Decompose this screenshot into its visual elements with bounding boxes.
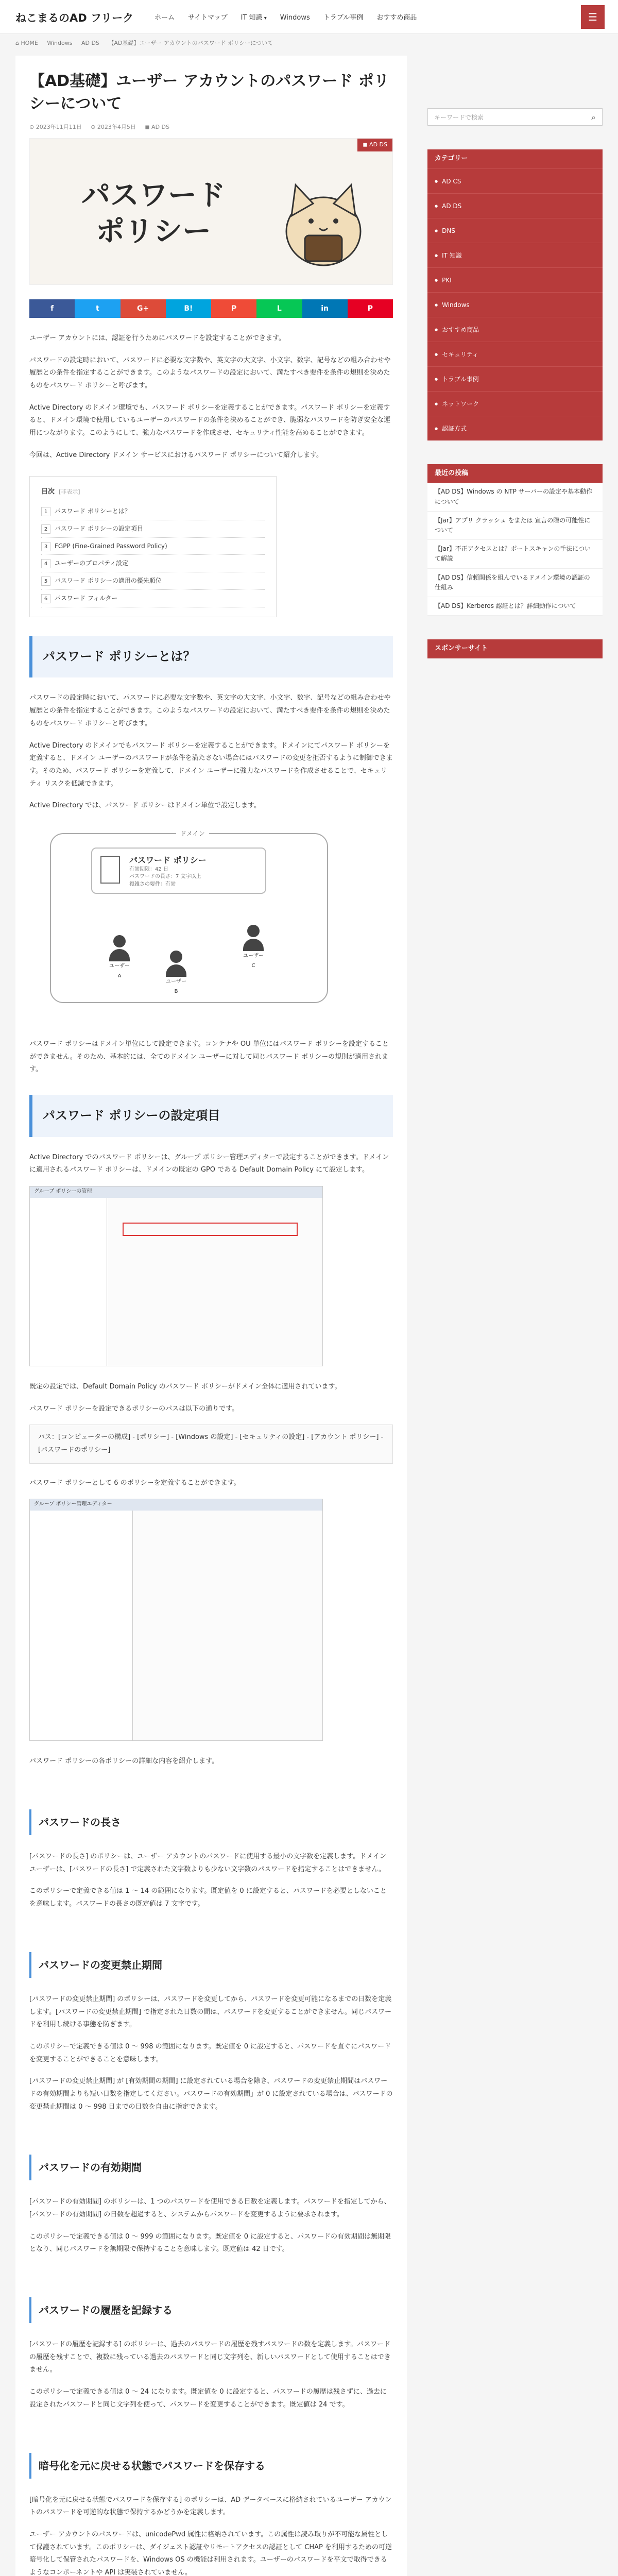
share-line-button[interactable]: L [256, 299, 302, 318]
category-item[interactable]: ● Windows [427, 292, 603, 317]
sponsor-title: スポンサーサイト [427, 639, 603, 658]
recent-post-link[interactable]: 【Jar】不正アクセスとは？ポートスキャンの手法について解説 [427, 540, 603, 568]
toc-item-label[interactable]: パスワード ポリシーの適用の優先順位 [55, 577, 162, 585]
toc-title-text: 目次 [41, 488, 55, 496]
category-item[interactable]: ● AD CS [427, 168, 603, 193]
paragraph: 今回は、Active Directory ドメイン サービスにおけるパスワード ポリシーについて紹介します。 [29, 451, 323, 459]
paragraph: ユーザー アカウントには、認証を行うためにパスワードを設定することができます。 [29, 334, 285, 342]
site-header [0, 0, 618, 34]
share-buttons [29, 299, 393, 318]
category-item[interactable]: ● 認証方式 [427, 416, 603, 440]
sidebar [427, 108, 603, 658]
paragraph: パスワードの設定時において、パスワードに必要な文字数や、英文字の大文字、小文字、数字、記号などの組み合わせや履歴との条件を指定することができます。このようなパスワードの設定において、満たすべき要件を条件の規則を決めたものをパスワード ポリシーと呼びます。 [29, 356, 391, 389]
share-twitter-button[interactable]: t [75, 299, 120, 318]
paragraph: パスワードの設定時において、パスワードに必要な文字数や、英文字の大文字、小文字、数字、記号などの組み合わせや履歴との条件を指定することができます。このようなパスワードの設定において、満たすべき要件を条件の規則を決めたものをパスワード ポリシーと呼びます。 [29, 694, 391, 727]
subsection-heading: パスワードの長さ [29, 1809, 393, 1835]
domain-label: ドメイン [176, 828, 209, 840]
subsection-heading: パスワードの履歴を記録する [29, 2297, 393, 2323]
paragraph: このポリシーで定義できる値は 0 ～ 24 になります。既定値を 0 に設定すると、パスワードの履歴は残さずに、過去に設定されたパスワードと同じ文字列を使って、パスワードを変更することができます。既定値は 24 です。 [29, 2388, 387, 2409]
paragraph: Active Directory でのパスワード ポリシーは、グループ ポリシー管理エディターで設定することができます。ドメインに適用されるパスワード ポリシーは、ドメインの既定の GPO である Default Domain Policy にて設定します。 [29, 1153, 389, 1174]
section-heading: パスワード ポリシーとは？ [29, 636, 393, 678]
category-tag[interactable]: ◼ AD DS [357, 139, 392, 151]
section-heading: パスワード ポリシーの設定項目 [29, 1095, 393, 1137]
user-icon [107, 935, 132, 981]
nav-recommend[interactable]: おすすめ商品 [376, 14, 417, 22]
article [15, 56, 407, 2576]
paragraph: Active Directory のドメイン環境でも、パスワード ポリシーを定義することができます。パスワード ポリシーを定義すると、ドメイン環境で使用しているユーザーのパスワードの条件を決めることができ、脆弱なパスワードを防ぎ安全な運用につながります。このようにして、強力なパスワードを作成させ、セキュリティ性能を高めることができます。 [29, 403, 391, 437]
paragraph: このポリシーで定義できる値は 1 ～ 14 の範囲になります。既定値を 0 に設定すると、パスワードを必要としないことを意味します。パスワードの長さの既定値は 7 文字です。 [29, 1887, 387, 1908]
tree-pane [30, 1198, 107, 1366]
toc-item[interactable]: 5 パスワード ポリシーの適用の優先順位 [41, 572, 265, 590]
toc-item-label[interactable]: パスワード ポリシーの設定項目 [55, 524, 143, 532]
share-facebook-button[interactable]: f [29, 299, 75, 318]
nav-it[interactable]: IT 知識 ▾ [241, 12, 267, 25]
article-body [29, 332, 393, 2576]
tree-pane [30, 1511, 133, 1740]
global-nav [154, 12, 417, 25]
paragraph: このポリシーで定義できる値は 0 ～ 999 の範囲になります。既定値を 0 に設定すると、パスワードの有効期間は無期限となり、同じパスワードを無期限で保持することを意味します。既定値は 42 日です。 [29, 2232, 391, 2253]
policy-line: 有効期限：42 日 [129, 866, 168, 872]
toc-item[interactable]: 6 パスワード フィルター [41, 590, 265, 607]
post-meta [29, 122, 393, 133]
updated-date: ⊙ 2023年4月5日 [91, 124, 136, 130]
paragraph: パスワード ポリシーとして 6 のポリシーを定義することができます。 [29, 1479, 241, 1487]
user-icon [241, 925, 266, 971]
hamburger-menu-icon[interactable]: ☰ [581, 5, 605, 29]
toc-item-label[interactable]: パスワード フィルター [55, 595, 118, 602]
eyecatch-image [29, 138, 393, 285]
paragraph: Active Directory では、パスワード ポリシーはドメイン単位で設定します。 [29, 802, 261, 810]
window-titlebar: グループ ポリシー管理エディター [30, 1499, 322, 1511]
paragraph: [パスワードの長さ] のポリシーは、ユーザー アカウントのパスワードに使用する最小の文字数を定義します。ドメイン ユーザーは、[パスワードの長さ] で定義された文字数よりも少ない文字数のパスワードを指定することはできません。 [29, 1853, 386, 1873]
subsection-heading: 暗号化を元に戻せる状態でパスワードを保存する [29, 2453, 393, 2479]
eyecatch-text [81, 178, 226, 250]
nav-windows[interactable]: Windows [280, 14, 310, 22]
paragraph: [暗号化を元に戻せる状態でパスワードを保存する] のポリシーは、AD データベースに格納されているユーザー アカウントのパスワードを可逆的な状態で保持するかどうかを定義します。 [29, 2496, 392, 2517]
categories-widget-title: カテゴリー [427, 149, 603, 168]
highlight-box [123, 1223, 298, 1236]
policy-title: パスワード ポリシー [129, 855, 207, 865]
subsection-heading: パスワードの有効期間 [29, 2155, 393, 2180]
paragraph: [パスワードの変更禁止期間] のポリシーは、パスワードを変更してから、パスワードを変更可能になるまでの日数を定義します。[パスワードの変更禁止期間] で指定された日数の間は、パスワードを変更することができません。同じパスワードを利用し続ける事態を防ぎます。 [29, 1995, 392, 2029]
paragraph: パスワード ポリシーはドメイン単位にして設定できます。コンテナや OU 単位にはパスワード ポリシーを設定することができません。そのため、基本的には、全てのドメイン ユーザーに対して同じパスワード ポリシーの規則が適用されます。 [29, 1040, 389, 1074]
user-icon [163, 951, 189, 996]
share-google-button[interactable]: G+ [121, 299, 166, 318]
share-pocket-button[interactable]: P [211, 299, 256, 318]
paragraph: [パスワードの変更禁止期間] が [有効期間の期間] に設定されている場合を除き、パスワードの変更禁止期間はパスワードの有効期間よりも短い日数を指定してください。パスワードの有効期間」が 0 に設定されている場合は、パスワードの変更禁止期間は 0 ～ 998 日までの日数を自由に指定できます。 [29, 2077, 393, 2111]
published-date: ⊙ 2023年11月11日 [29, 124, 82, 130]
recent-post-link[interactable]: 【Jar】アプリ クラッシュ をまたは 宣言の際の可能性について [427, 512, 603, 540]
category-list [427, 168, 603, 440]
paragraph: Active Directory のドメインでもパスワード ポリシーを定義することができます。ドメインにてパスワード ポリシーを定義すると、ドメイン ユーザーのパスワードが条件を満たさない場合にはパスワードの変更を拒否するように制御できます。そのため、パスワード ポリシーを定義して、ドメイン ユーザーに強力なパスワードを作成させることで、セキュリティ リスクを低減できます。 [29, 741, 393, 788]
site-logo[interactable]: ねこまるのAD フリーク [15, 12, 134, 24]
category-item[interactable]: ● トラブル事例 [427, 366, 603, 391]
category-item[interactable]: ● PKI [427, 267, 603, 292]
recent-post-link[interactable]: 【AD DS】Kerberos 認証とは？詳細動作について [427, 597, 603, 616]
toc-item-label[interactable]: パスワード ポリシーとは？ [55, 507, 131, 515]
toc-item[interactable]: 4 ユーザーのプロパティ設定 [41, 555, 265, 572]
subsection-heading: パスワードの変更禁止期間 [29, 1952, 393, 1978]
toc-item-label[interactable]: ユーザーのプロパティ設定 [55, 560, 129, 567]
category-item[interactable]: ● IT 知識 [427, 243, 603, 267]
breadcrumb-home[interactable]: ⌂ HOME [15, 40, 38, 46]
search-input[interactable]: キーワードで検索 ⌕ [427, 108, 603, 126]
breadcrumb-windows[interactable]: Windows [47, 40, 73, 46]
paragraph: パスワード ポリシーの各ポリシーの詳細な内容を紹介します。 [29, 1757, 219, 1766]
policy-lines [129, 866, 201, 889]
nav-trouble[interactable]: トラブル事例 [323, 14, 364, 22]
recent-posts-list [427, 483, 603, 616]
domain-policy-diagram [29, 822, 393, 1012]
paragraph: パスワード ポリシーを設定できるポリシーのパスは以下の通りです。 [29, 1404, 239, 1413]
toc-item[interactable]: 1 パスワード ポリシーとは？ [41, 503, 265, 520]
category-item[interactable]: ● おすすめ商品 [427, 317, 603, 342]
page-title: 【AD基礎】ユーザー アカウントのパスワード ポリシーについて [29, 72, 389, 113]
paragraph: ユーザー アカウントのパスワードは、unicodePwd 属性に格納されています。この属性は読み取りが不可能な属性として保護されています。このポリシーは、ダイジェスト認証やリモートアクセスの認証として CHAP を利用するための可逆暗号化して保管されたパスワードを、Windows OS の機能は利用されます。ユーザーのパスワードを平文で取得できるようなコンポーネントや API は実装されていません。 [29, 2530, 392, 2576]
policy-line: 複雑さの要件：有効 [129, 881, 176, 887]
category-item[interactable]: ● セキュリティ [427, 342, 603, 366]
recent-posts-title: 最近の投稿 [427, 464, 603, 483]
nav-home[interactable]: ホーム [154, 14, 175, 22]
policy-line: パスワードの長さ：7 文字以上 [129, 874, 201, 880]
cat-illustration [272, 159, 375, 273]
toc-title [41, 486, 265, 499]
breadcrumb-adds[interactable]: AD DS [81, 40, 99, 46]
table-of-contents [29, 476, 277, 617]
category-item[interactable]: ● ネットワーク [427, 391, 603, 416]
user-label: ユーザー A [109, 963, 130, 979]
toc-item[interactable]: 2 パスワード ポリシーの設定項目 [41, 520, 265, 538]
paragraph: [パスワードの履歴を記録する] のポリシーは、過去のパスワードの履歴を残すパスワードの数を定義します。パスワードの履歴を残すことで、複数に残っている過去のパスワードと同じ文字列を、新しいパスワードとして使用することはできません。 [29, 2341, 391, 2374]
policy-box [91, 848, 266, 894]
gpmc-screenshot [29, 1186, 323, 1366]
paragraph: 既定の設定では、Default Domain Policy のパスワード ポリシーがドメイン全体に適用されています。 [29, 1382, 341, 1391]
policy-path-box: パス：[コンピューターの構成] - [ポリシー] - [Windows の設定] - [セキュリティの設定] - [アカウント ポリシー] - [パスワードのポリシー] [29, 1425, 393, 1463]
toc-toggle[interactable]: [非表示] [59, 488, 80, 496]
paragraph: このポリシーで定義できる値は 0 ～ 998 の範囲になります。既定値を 0 に設定すると、パスワードを直ぐにパスワードを変更することができることを意味します。 [29, 2042, 391, 2063]
category-item[interactable]: ● AD DS [427, 193, 603, 218]
share-hatena-button[interactable]: B! [166, 299, 211, 318]
breadcrumb-current: 【AD基礎】ユーザー アカウントのパスワード ポリシーについて [108, 40, 273, 46]
nav-sitemap[interactable]: サイトマップ [188, 14, 228, 22]
recent-post-link[interactable]: 【AD DS】Windows の NTP サーバーの設定や基本動作について [427, 483, 603, 511]
breadcrumb [15, 38, 280, 49]
user-label: ユーザー B [166, 978, 186, 994]
share-pinterest-button[interactable]: P [348, 299, 393, 318]
category-item[interactable]: ● DNS [427, 218, 603, 243]
document-icon [100, 856, 120, 884]
paragraph: [パスワードの有効期間] のポリシーは、1 つのパスワードを使用できる日数を定義します。パスワードを指定してから、[パスワードの有効期間] の日数を超過すると、システムからパスワードを変更するように要求されます。 [29, 2198, 391, 2219]
user-label: ユーザー C [243, 953, 264, 969]
eyecatch-text-line: パスワード ポリシー [81, 178, 226, 248]
post-category[interactable]: ◼ AD DS [145, 124, 169, 130]
toc-item[interactable]: 3 FGPP (Fine-Grained Password Policy) [41, 538, 265, 555]
share-linkedin-button[interactable]: in [302, 299, 348, 318]
gpme-screenshot [29, 1499, 323, 1741]
toc-item-label[interactable]: FGPP (Fine-Grained Password Policy) [55, 542, 167, 550]
window-titlebar: グループ ポリシーの管理 [30, 1187, 322, 1198]
recent-post-link[interactable]: 【AD DS】信頼関係を組んでいるドメイン環境の認証の仕組み [427, 569, 603, 597]
